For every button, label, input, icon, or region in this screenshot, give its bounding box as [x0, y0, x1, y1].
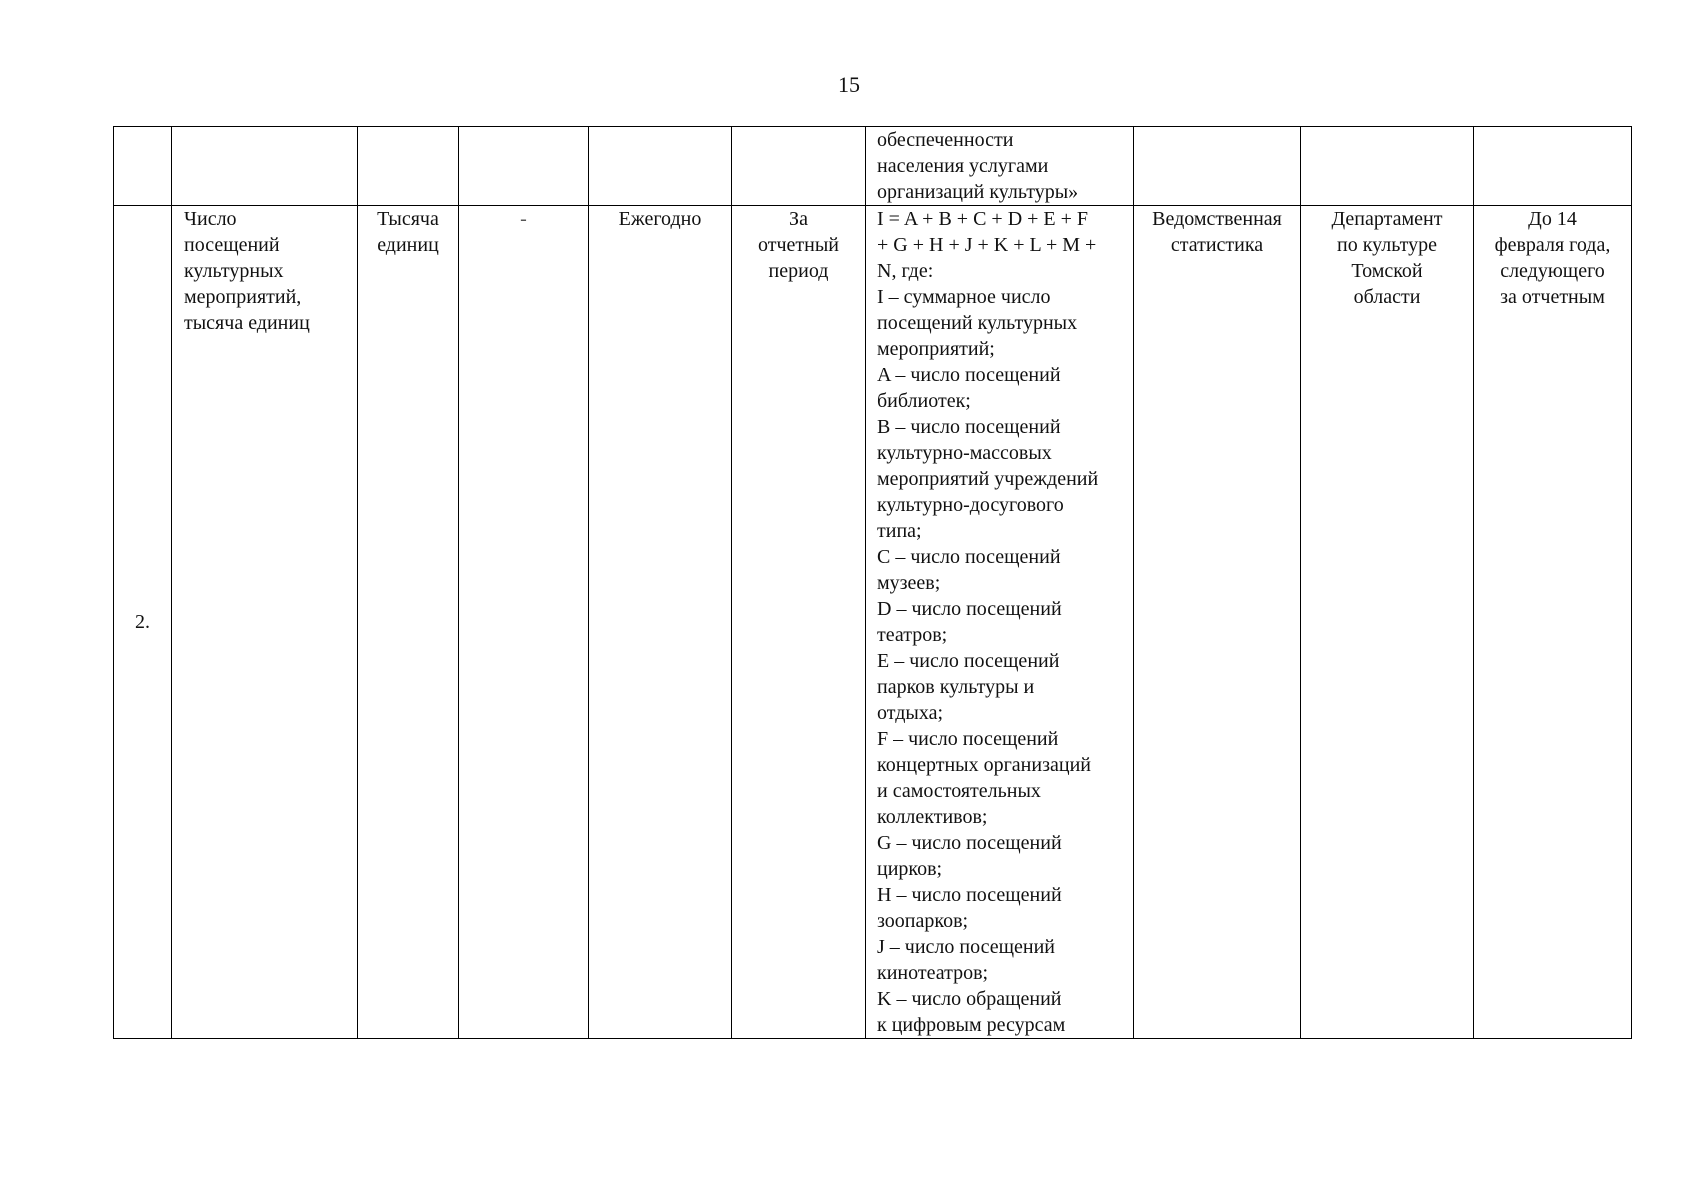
- cell-indicator-name: Число посещений культурных мероприятий, тысяча единиц: [172, 206, 358, 1039]
- cell-deadline: До 14 февраля года, следующего за отчетным: [1474, 206, 1632, 1039]
- cell-unit: Тысяча единиц: [358, 206, 459, 1039]
- cell-number-empty: [114, 127, 172, 206]
- cell-responsible-empty: [1301, 127, 1474, 206]
- cell-source: Ведомственная статистика: [1134, 206, 1301, 1039]
- cell-deadline-empty: [1474, 127, 1632, 206]
- cell-unit-empty: [358, 127, 459, 206]
- indicator-table: [113, 126, 1632, 1039]
- table-row-continued: [114, 127, 1632, 206]
- cell-indicator-empty: [172, 127, 358, 206]
- cell-source-empty: [1134, 127, 1301, 206]
- cell-period-empty: [732, 127, 866, 206]
- page-number: 15: [838, 72, 860, 97]
- table-row-indicator-2: [114, 206, 1632, 1039]
- cell-row-number: 2.: [114, 206, 172, 1039]
- cell-definition-empty: [459, 127, 589, 206]
- cell-frequency: Ежегодно: [589, 206, 732, 1039]
- cell-method-continued: обеспеченности населения услугами организаций культуры»: [866, 127, 1134, 206]
- cell-period: За отчетный период: [732, 206, 866, 1039]
- cell-frequency-empty: [589, 127, 732, 206]
- cell-formula: I = A + B + C + D + E + F + G + H + J + K + L + M + N, где: I – суммарное число посещений культурных мероприятий; A – число посещений библиотек; B – число посещений культурно-массовых мероприятий учреждений культурно-досугового типа; C – число посещений музеев; D – число посещений театров; E – число посещений парков культуры и отдыха; F – число посещений концертных организаций и самостоятельных коллективов; G – число посещений цирков; H – число посещений зоопарков; J – число посещений кинотеатров; K – число обращений к цифровым ресурсам: [866, 206, 1134, 1039]
- cell-responsible: Департамент по культуре Томской области: [1301, 206, 1474, 1039]
- cell-definition: -: [459, 206, 589, 1039]
